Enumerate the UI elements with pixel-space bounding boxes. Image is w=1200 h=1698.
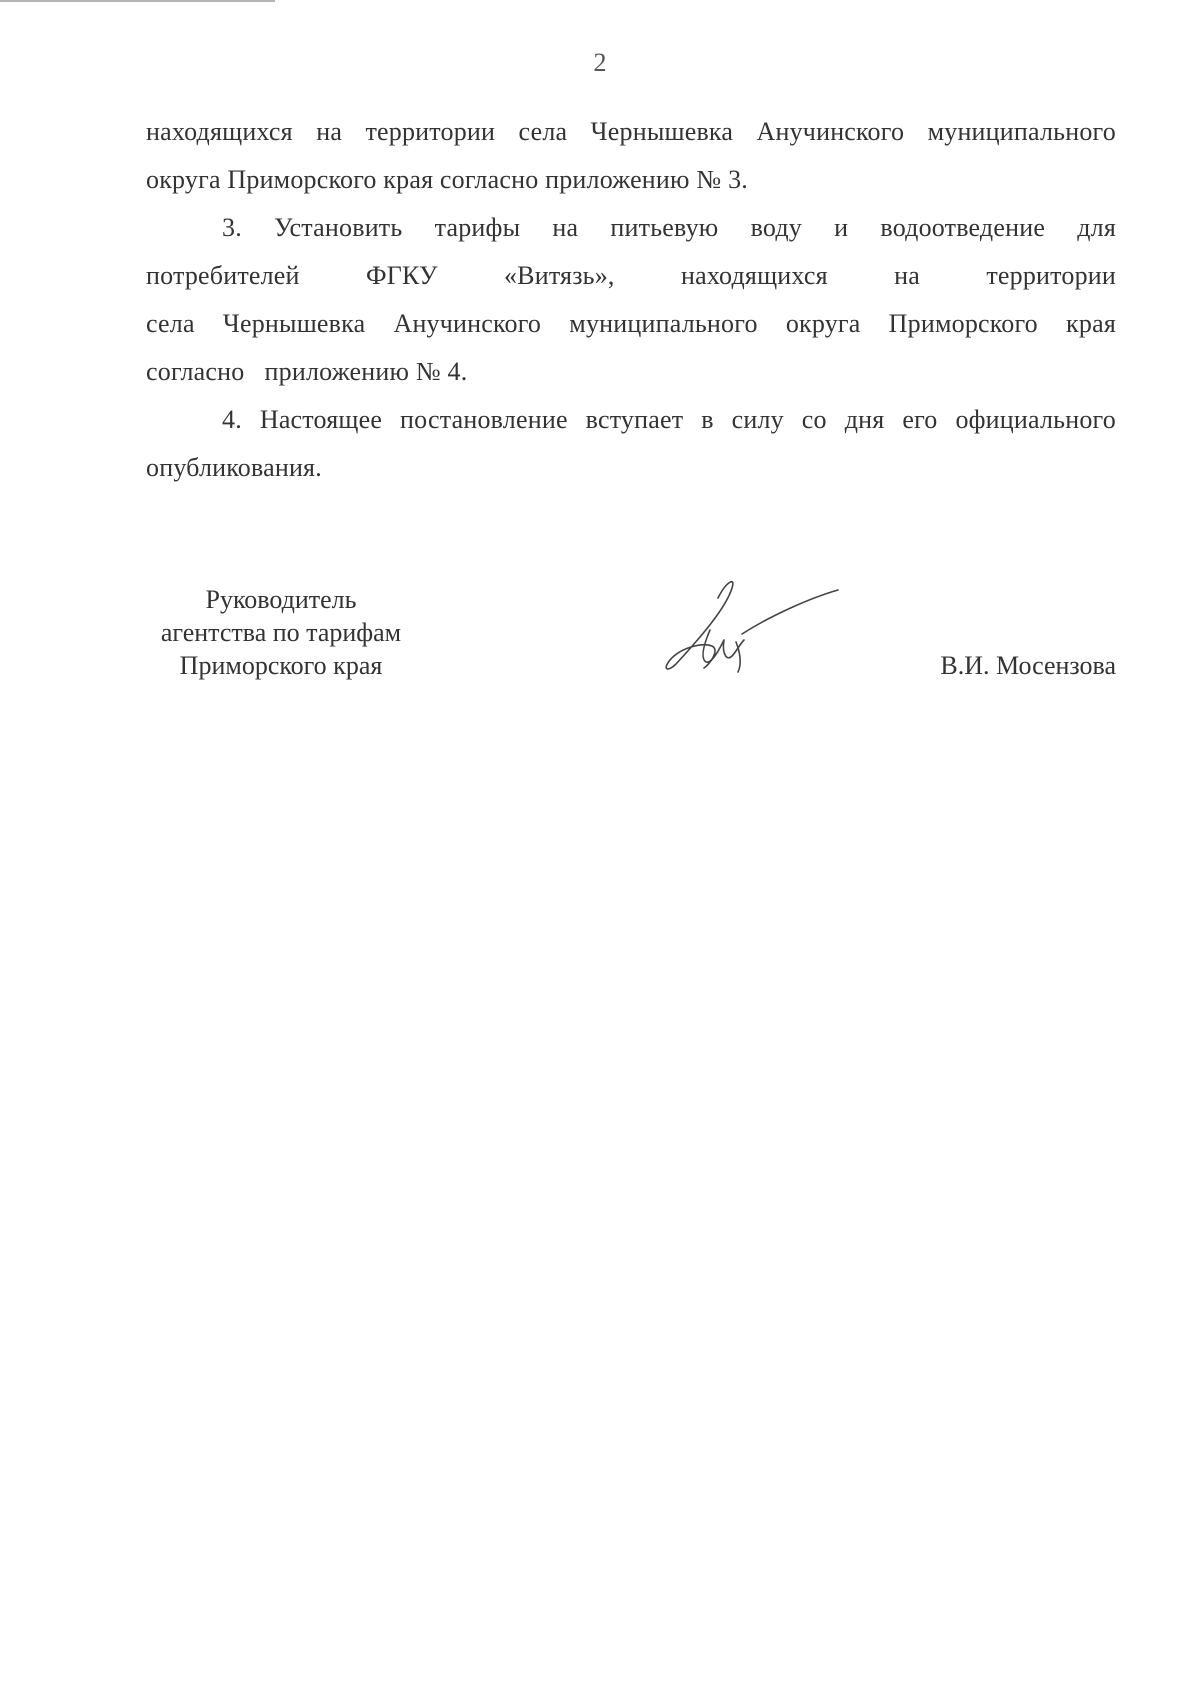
signature-block — [146, 583, 1116, 693]
word: тарифы — [434, 213, 521, 242]
word: на — [552, 213, 579, 242]
text-line — [146, 204, 1116, 252]
text-run: опубликования. — [146, 453, 322, 482]
text-line — [146, 348, 1116, 396]
word: на — [894, 261, 920, 290]
word: питьевую — [610, 213, 719, 242]
text-line — [146, 396, 1116, 444]
signer-position — [146, 583, 416, 682]
word: Приморского — [888, 309, 1038, 338]
word: официального — [955, 405, 1116, 434]
item-number: 3. — [222, 213, 242, 242]
paragraph-continuation — [146, 108, 1116, 204]
word: со — [801, 405, 827, 434]
word: села — [518, 117, 568, 146]
word: в — [701, 405, 714, 434]
paragraph-item-4 — [146, 396, 1116, 492]
word: территории — [365, 117, 496, 146]
word: для — [1077, 213, 1116, 242]
handwritten-signature — [640, 568, 840, 678]
word: Анучинского — [756, 117, 905, 146]
word: воду — [750, 213, 802, 242]
text-run: округа Приморского края согласно приложению № 3. — [146, 165, 748, 194]
position-line: Руководитель — [205, 585, 357, 614]
text-line — [146, 300, 1116, 348]
text-line — [146, 444, 1116, 492]
signer-name: В.И. Мосензова — [940, 651, 1116, 680]
word: и — [834, 213, 849, 242]
position-line: агентства по тарифам — [160, 618, 402, 647]
word: Настоящее — [259, 405, 383, 434]
word: муниципального — [569, 309, 758, 338]
text-line — [146, 108, 1116, 156]
word: находящихся — [680, 261, 828, 290]
text-line — [146, 156, 1116, 204]
word: потребителей — [146, 261, 300, 290]
position-line: Приморского края — [179, 651, 383, 680]
word: территории — [986, 261, 1116, 290]
text-line — [146, 252, 1116, 300]
scan-edge-mark — [0, 0, 275, 2]
word: Чернышевка — [222, 309, 366, 338]
word: края — [1066, 309, 1116, 338]
word: округа — [785, 309, 861, 338]
page-number: 2 — [593, 48, 607, 77]
word: Чернышевка — [590, 117, 734, 146]
paragraph-item-3 — [146, 204, 1116, 396]
item-number: 4. — [222, 405, 242, 434]
word: постановление — [400, 405, 568, 434]
word: Установить — [274, 213, 403, 242]
word: села — [146, 309, 195, 338]
word: находящихся — [146, 117, 293, 146]
word: на — [316, 117, 343, 146]
document-body — [146, 108, 1116, 492]
word: силу — [731, 405, 784, 434]
word: муниципального — [927, 117, 1116, 146]
word: его — [902, 405, 938, 434]
word: вступает — [585, 405, 684, 434]
word: дня — [844, 405, 885, 434]
word: водоотведение — [880, 213, 1046, 242]
word: ФГКУ — [366, 261, 438, 290]
word: Анучинского — [393, 309, 542, 338]
word: «Витязь», — [503, 261, 615, 290]
text-run: согласно приложению № 4. — [146, 357, 468, 386]
